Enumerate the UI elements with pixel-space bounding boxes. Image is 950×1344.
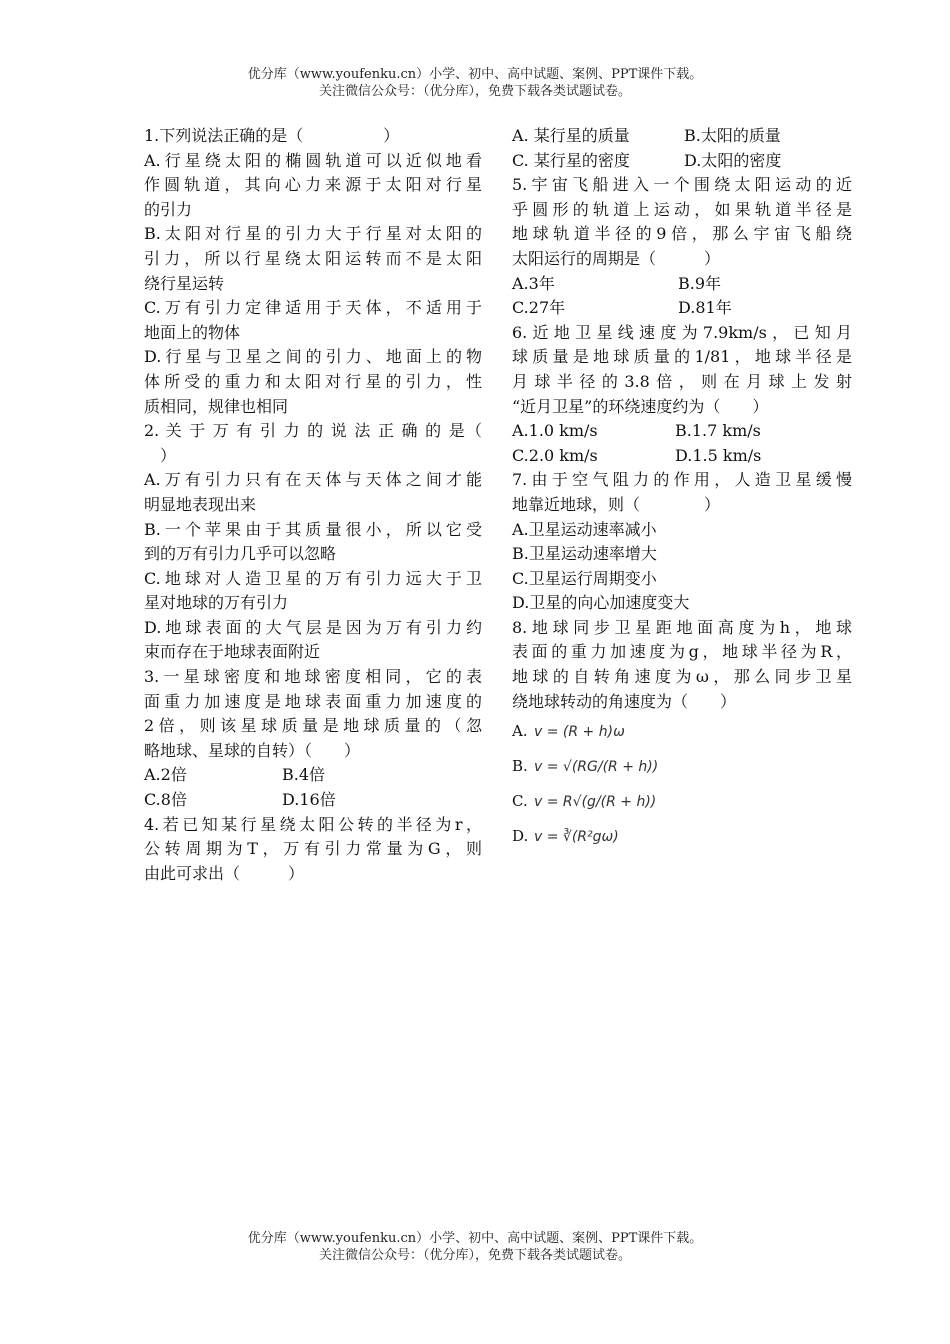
q3-options-row-2 [144, 788, 482, 813]
q4-options [512, 124, 852, 173]
q8-option-d [512, 819, 852, 854]
q7-stem-line2: 地靠近地球，则（ ） [512, 494, 721, 514]
q3-stem-line1: 3.一星球密度和地球密度相同，它的表 [144, 667, 482, 687]
q1-option-c-line2: 地面上的物体 [144, 322, 241, 342]
q8-option-d-label: D. [512, 827, 529, 846]
q8-option-a [512, 714, 852, 749]
q3-stem-line4: 略地球、星球的自转）（ ） [144, 740, 361, 760]
question-1 [144, 124, 482, 419]
q8-option-a-label: A. [512, 722, 528, 741]
q5-option-b: B.9年 [678, 273, 722, 293]
q1-option-a-line2: 作圆轨道，其向心力来源于太阳对行星 [144, 175, 482, 195]
q8-stem-line1: 8.地球同步卫星距地面高度为h，地球 [512, 617, 852, 637]
question-7 [512, 468, 852, 616]
q3-options-row-1 [144, 763, 482, 788]
q7-option-c: C.卫星运行周期变小 [512, 568, 657, 588]
q1-stem: 1.下列说法正确的是（ ） [144, 126, 400, 145]
q7-option-a: A.卫星运动速率减小 [512, 519, 657, 539]
q2-stem-line1: 2. 关 于 万 有 引 力 的 说 法 正 确 的 是（ [144, 421, 482, 441]
q6-stem-line4: “近月卫星”的环绕速度约为（ ） [512, 396, 769, 416]
q6-option-b: B.1.7 km/s [675, 421, 761, 441]
footer-line-1: 优分库（www.youfenku.cn）小学、初中、高中试题、案例、PPT课件下载。 [247, 1231, 703, 1246]
q1-option-b-line1: B.太阳对行星的引力大于行星对太阳的 [144, 224, 482, 244]
question-6 [512, 321, 852, 469]
q7-option-b: B.卫星运动速率增大 [512, 544, 657, 564]
q5-options-row-1 [512, 272, 852, 297]
q2-option-d-line1: D.地球表面的大气层是因为万有引力约 [144, 617, 482, 637]
q7-option-d: D.卫星的向心加速度变大 [512, 593, 690, 613]
q4-option-c: C. 某行星的密度 [512, 150, 630, 170]
q6-option-a: A.1.0 km/s [512, 421, 598, 441]
header-line-2: 关注微信公众号：（优分库），免费下载各类试题试卷。 [318, 84, 631, 99]
q2-option-a-line1: A.万有引力只有在天体与天体之间才能 [144, 470, 482, 490]
q4-options-row-1 [512, 124, 852, 149]
q6-options-row-2 [512, 444, 852, 469]
q3-option-a: A.2倍 [144, 765, 187, 785]
page-footer [0, 1230, 950, 1264]
q1-option-b-line2: 引力，所以行星绕太阳运转而不是太阳 [144, 248, 482, 268]
q2-stem-line2: ） [144, 445, 177, 465]
q4-options-row-2 [512, 149, 852, 174]
left-column [144, 124, 482, 886]
question-2 [144, 419, 482, 665]
q8-option-b-formula: v = √(RG/(R + h)) [534, 759, 659, 776]
q5-option-c: C.27年 [512, 298, 566, 318]
q5-stem-line3: 地球轨道半径的9倍，那么宇宙飞船绕 [512, 224, 852, 244]
q6-option-d: D.1.5 km/s [675, 445, 762, 465]
question-3 [144, 665, 482, 813]
q8-stem-line2: 表面的重力加速度为g，地球半径为R， [512, 642, 852, 662]
q1-option-c-line1: C.万有引力定律适用于天体，不适用于 [144, 298, 482, 318]
q2-option-b-line2: 到的万有引力几乎可以忽略 [144, 544, 337, 564]
q6-stem-line1: 6.近地卫星线速度为7.9km/s，已知月 [512, 322, 852, 342]
q3-stem-line2: 面重力加速度是地球表面重力加速度的 [144, 691, 482, 711]
q8-option-d-formula: v = ∛(R²gω) [534, 829, 619, 846]
question-4 [144, 813, 482, 887]
q1-option-a-line3: 的引力 [144, 199, 193, 219]
q6-stem-line2: 球质量是地球质量的1/81，地球半径是 [512, 347, 852, 367]
q3-option-b: B.4倍 [282, 765, 326, 785]
q4-option-b: B.太阳的质量 [684, 126, 781, 145]
q3-option-d: D.16倍 [282, 790, 336, 810]
header-line-1: 优分库（www.youfenku.cn）小学、初中、高中试题、案例、PPT课件下载。 [247, 67, 703, 82]
q5-option-a: A.3年 [512, 273, 555, 293]
q1-option-b-line3: 绕行星运转 [144, 273, 225, 293]
q8-option-b [512, 749, 852, 784]
q1-option-d-line2: 体所受的重力和太阳对行星的引力，性 [144, 371, 482, 391]
q2-option-c-line1: C.地球对人造卫星的万有引力远大于卫 [144, 568, 482, 588]
q2-option-a-line2: 明显地表现出来 [144, 494, 257, 514]
q1-option-d-line1: D.行星与卫星之间的引力、地面上的物 [144, 347, 482, 367]
q4-option-d: D.太阳的密度 [684, 150, 782, 170]
q3-option-c: C.8倍 [144, 790, 187, 810]
q6-option-c: C.2.0 km/s [512, 445, 598, 465]
q4-stem-line3: 由此可求出（ ） [144, 863, 305, 883]
q8-option-a-formula: v = (R + h)ω [534, 724, 625, 741]
q7-stem-line1: 7.由于空气阻力的作用，人造卫星缓慢 [512, 470, 852, 490]
q4-stem-line2: 公转周期为T，万有引力常量为G，则 [144, 839, 482, 859]
q5-options-row-2 [512, 296, 852, 321]
q5-stem-line2: 乎圆形的轨道上运动，如果轨道半径是 [512, 199, 852, 219]
q4-stem-line1: 4.若已知某行星绕太阳公转的半径为r， [144, 814, 482, 834]
q8-option-c-formula: v = R√(g/(R + h)) [534, 794, 657, 811]
question-5 [512, 173, 852, 321]
q2-option-c-line2: 星对地球的万有引力 [144, 593, 289, 613]
right-column [512, 124, 852, 854]
question-8 [512, 616, 852, 854]
q2-option-b-line1: B.一个苹果由于其质量很小，所以它受 [144, 519, 482, 539]
q6-stem-line3: 月球半径的3.8倍，则在月球上发射 [512, 371, 852, 391]
page-header [0, 66, 950, 100]
q5-stem-line4: 太阳运行的周期是（ ） [512, 248, 721, 268]
q3-stem-line3: 2倍，则该星球质量是地球质量的（忽 [144, 716, 482, 736]
q1-option-d-line3: 质相同，规律也相同 [144, 396, 289, 416]
q8-stem-line3: 地球的自转角速度为ω，那么同步卫星 [512, 667, 852, 687]
q8-option-c-label: C. [512, 792, 528, 811]
q5-option-d: D.81年 [678, 298, 732, 318]
q8-stem-line4: 绕地球转动的角速度为（ ） [512, 691, 737, 711]
q5-stem-line1: 5.宇宙飞船进入一个围绕太阳运动的近 [512, 175, 852, 195]
q8-option-c [512, 784, 852, 819]
q4-option-a: A. 某行星的质量 [512, 126, 630, 145]
footer-line-2: 关注微信公众号：（优分库），免费下载各类试题试卷。 [318, 1248, 631, 1263]
q2-option-d-line2: 束而存在于地球表面附近 [144, 642, 321, 662]
q1-option-a-line1: A.行星绕太阳的椭圆轨道可以近似地看 [144, 150, 482, 170]
q8-option-b-label: B. [512, 757, 528, 776]
q6-options-row-1 [512, 419, 852, 444]
